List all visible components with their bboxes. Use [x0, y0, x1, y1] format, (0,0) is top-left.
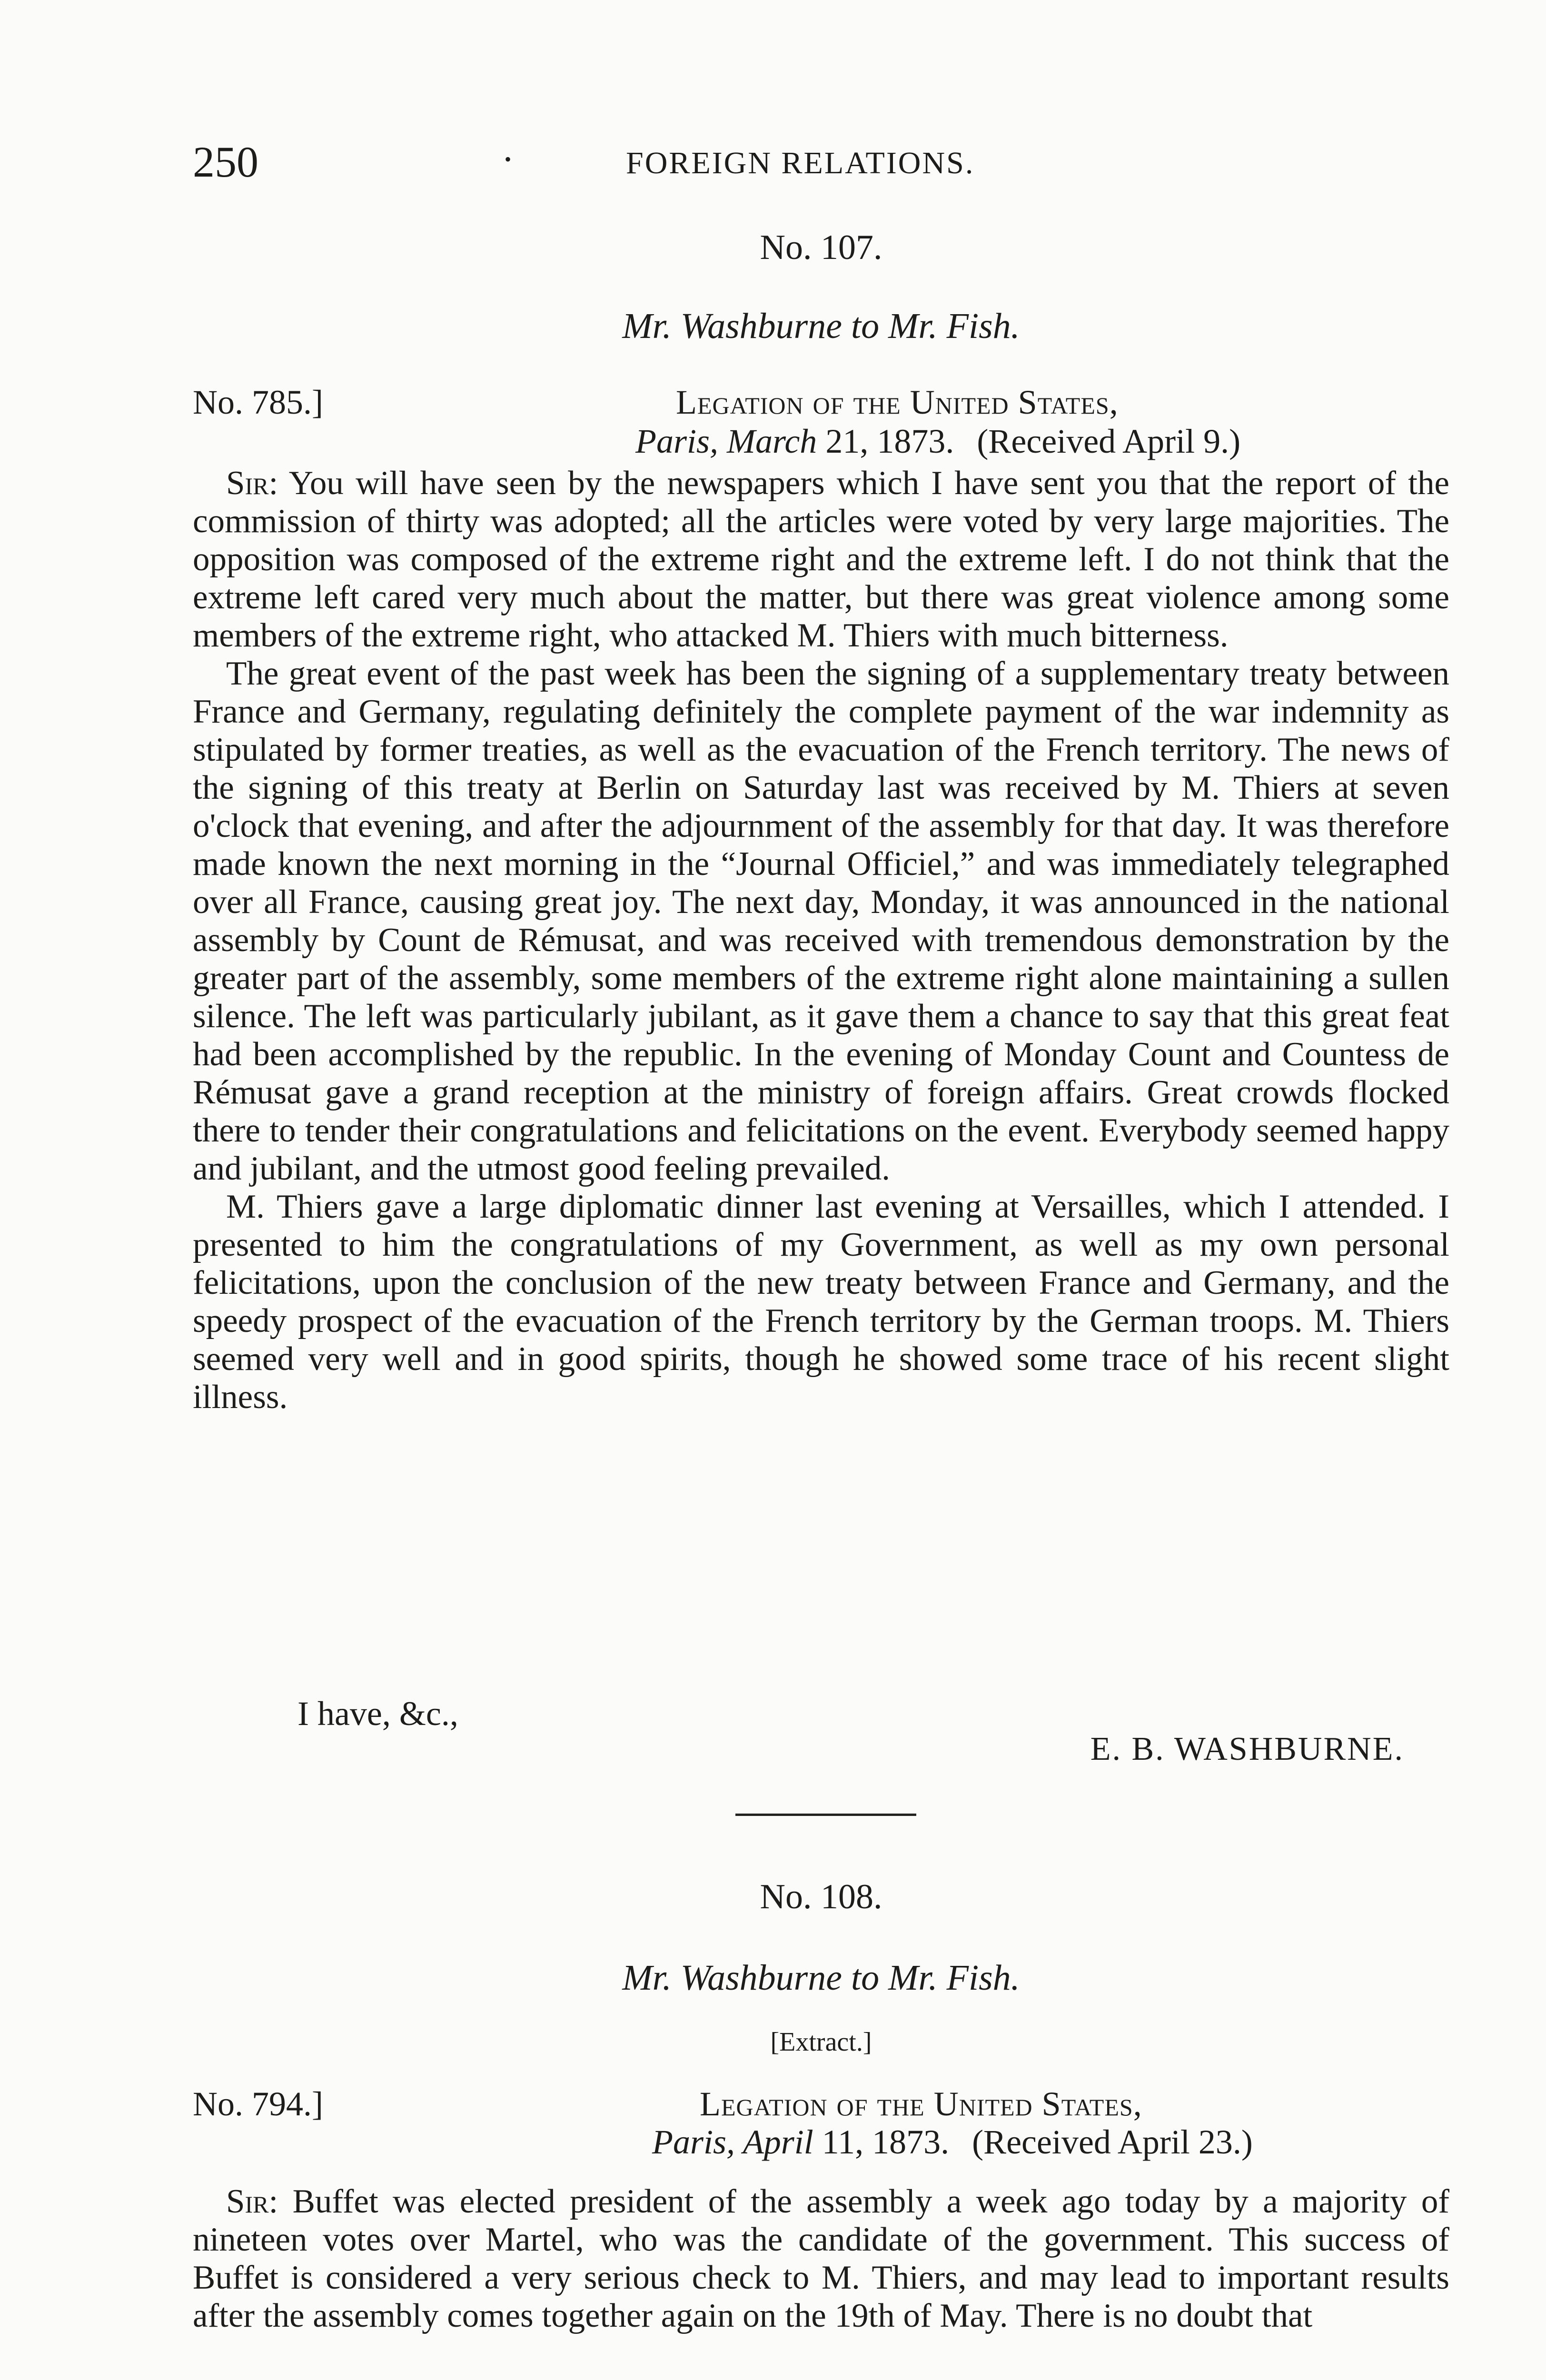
doc-107-legation: Legation of the United States, — [676, 383, 1119, 421]
doc-107-signature: E. B. WASHBURNE. — [1090, 1731, 1404, 1767]
doc-108-paragraph-1: Sir: Buffet was elected president of the assembly a week ago today by a majority of nineteen votes over Martel, who was the candidate of the government. This success of Buffet is considered a very serious check to M. Thiers, and may lead to important results after the assembly comes together again on the 19th of May. There is no doubt that — [193, 2183, 1449, 2334]
doc-107-closing: I have, &c., — [297, 1695, 458, 1733]
doc-108-place-date: Paris, April — [652, 2123, 813, 2161]
doc-107-number: No. 107. — [760, 228, 882, 267]
doc-107-paragraph-3: M. Thiers gave a large diplomatic dinner last evening at Versailles, which I attended. I presented to him the congratulations of my Government, as well as my own personal felicitations, upon the conclusion of the new treaty between France and Germany, and the speedy prospect of the evacuation of the French territory by the German troops. M. Thiers seemed very well and in good spirits, though he showed some trace of his recent slight illness. — [193, 1188, 1449, 1416]
doc-108-extract-label: [Extract.] — [770, 2027, 872, 2057]
doc-108-title: Mr. Washburne to Mr. Fish. — [622, 1958, 1020, 1998]
doc-107-body — [193, 464, 1449, 1416]
doc-107-dateline — [635, 420, 1240, 463]
document-page — [193, 0, 1449, 2380]
section-divider — [735, 1814, 916, 1816]
doc-107-dispatch-number: No. 785.] — [193, 383, 323, 421]
page-number: 250 — [193, 138, 258, 186]
doc-108-legation: Legation of the United States, — [700, 2085, 1142, 2123]
doc-108-salutation: Sir — [226, 2183, 269, 2220]
doc-108-received: (Received April 23.) — [972, 2123, 1253, 2161]
doc-107-salutation: Sir — [226, 465, 269, 502]
doc-107-paragraph-2: The great event of the past week has been the signing of a supplementary treaty between France and Germany, regulating definitely the complete payment of the war indemnity as stipulated by former treaties, as well as the evacuation of the French territory. The news of the signing of this treaty at Berlin on Saturday last was received by M. Thiers at seven o'clock that evening, and after the adjournment of the assembly for that day. It was therefore made known the next morning in the “Journal Officiel,” and was immediately telegraphed over all France, causing great joy. The next day, Monday, it was announced in the national assembly by Count de Rémusat, and was received with tremendous demonstration by the greater part of the assembly, some members of the extreme right alone maintaining a sullen silence. The left was particularly jubilant, as it gave them a chance to say that this great feat had been accomplished by the republic. In the evening of Monday Count and Countess de Rémusat gave a grand reception at the ministry of foreign affairs. Great crowds flocked there to tender their congratulations and felicitations on the event. Everybody seemed happy and jubilant, and the utmost good feeling prevailed. — [193, 655, 1449, 1187]
doc-108-body — [193, 2182, 1449, 2335]
printer-mark: • — [505, 149, 512, 170]
doc-108-dateline — [652, 2121, 1253, 2163]
doc-107-title: Mr. Washburne to Mr. Fish. — [622, 306, 1020, 346]
doc-107-paragraph-1: Sir: You will have seen by the newspapers which I have sent you that the report of the commission of thirty was adopted; all the articles were voted by very large majorities. The opposition was composed of the extreme right and the extreme left. I do not think that the extreme left cared very much about the matter, but there was great violence among some members of the extreme right, who attacked M. Thiers with much bitterness. — [193, 465, 1449, 654]
doc-108-date-rest: 11, 1873. — [813, 2123, 950, 2161]
page-heading: FOREIGN RELATIONS. — [626, 146, 975, 180]
doc-107-received: (Received April 9.) — [977, 422, 1241, 460]
running-head — [193, 136, 1449, 188]
doc-108-dispatch-number: No. 794.] — [193, 2085, 323, 2123]
doc-108-number: No. 108. — [760, 1877, 882, 1916]
doc-107-place-date: Paris, March — [635, 422, 817, 460]
doc-107-date-rest: 21, 1873. — [817, 422, 954, 460]
